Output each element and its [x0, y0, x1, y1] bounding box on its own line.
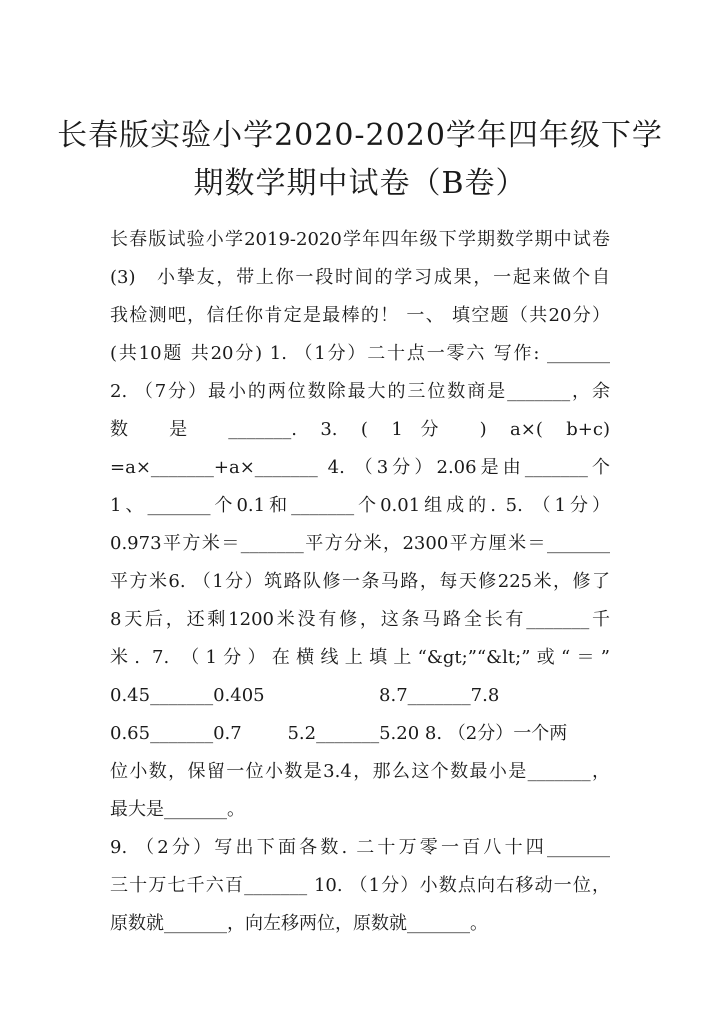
text-line: 最大是_______。 [110, 799, 245, 820]
text-line: 0.65_______0.7 5.2_______5.20 8. （2分）一个两 [110, 723, 568, 744]
text-line: 数 是 _______. 3. ( 1分 ) a×( b+c) [110, 419, 610, 440]
text-line: 8天后，还剩1200米没有修，这条马路全长有_______千 [110, 609, 610, 630]
document-title-line-2: 期数学期中试卷（B卷） [193, 166, 527, 201]
text-line: 平方米6. （1分）筑路队修一条马路，每天修225米，修了 [110, 571, 610, 592]
text-line: 1、_______个0.1和_______个0.01组成的. 5. （1分） [110, 495, 610, 516]
text-line: =a×_______+a×_______ 4. （3分）2.06是由_______个 [110, 457, 610, 478]
text-line: 2. （7分）最小的两位数除最大的三位数商是_______，余 [110, 381, 610, 402]
text-line: (共10题 共20分) 1. （1分）二十点一零六 写作: _______ [110, 343, 610, 364]
document-title-line-1: 长春版实验小学2020-2020学年四年级下学 [57, 118, 663, 153]
text-line: 米. 7. （1分）在横线上填上“&gt;”“&lt;”或“＝” [110, 647, 610, 668]
text-line: 三十万七千六百_______ 10. （1分）小数点向右移动一位， [110, 875, 610, 896]
text-line: 长春版试验小学2019-2020学年四年级下学期数学期中试卷 [110, 229, 610, 250]
text-line: 0.45_______0.405 8.7_______7.8 [110, 685, 500, 706]
text-line: 9. （2分）写出下面各数. 二十万零一百八十四_______ [110, 837, 610, 858]
text-line: 我检测吧，信任你肯定是最棒的！ 一、 填空题（共20分） [110, 305, 610, 326]
text-line: 0.973平方米＝_______平方分米，2300平方厘米＝_______ [110, 533, 610, 554]
text-line: (3) 小挚友，带上你一段时间的学习成果，一起来做个自 [110, 267, 610, 288]
text-line: 位小数，保留一位小数是3.4，那么这个数最小是_______， [110, 761, 610, 782]
text-line: 原数就_______，向左移两位，原数就_______。 [110, 913, 488, 934]
